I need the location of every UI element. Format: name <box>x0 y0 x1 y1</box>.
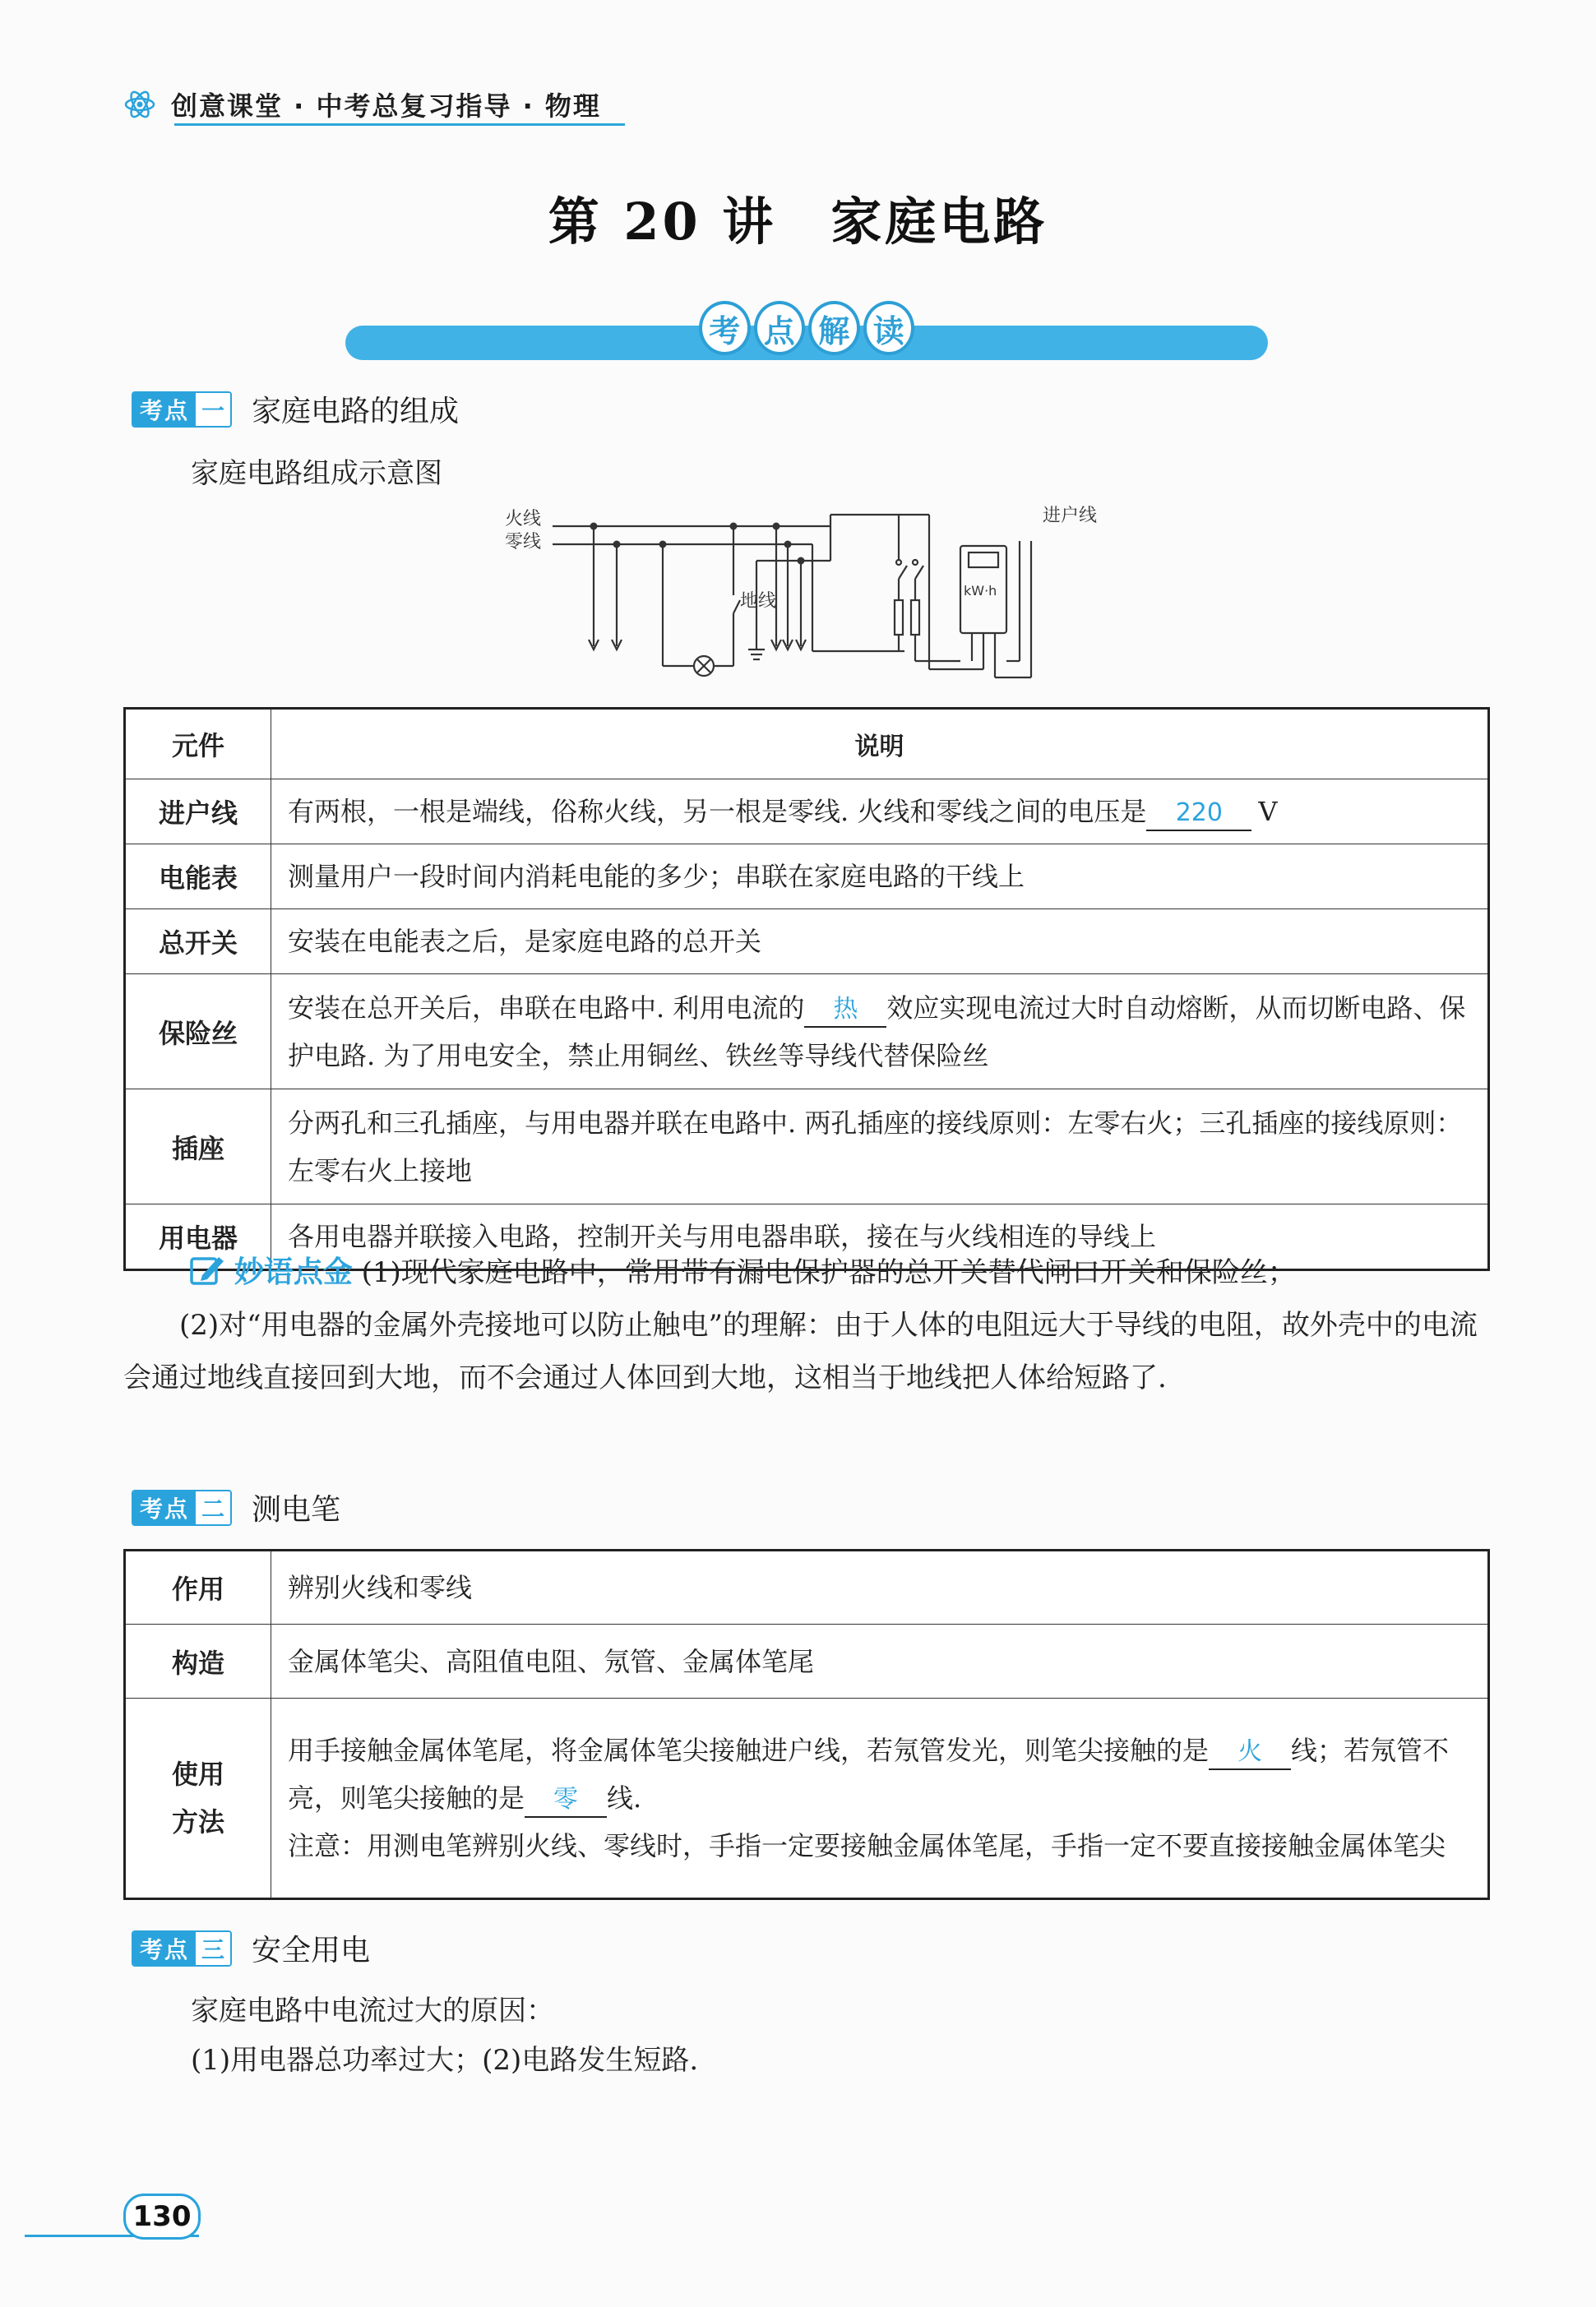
table-row <box>125 1551 1489 1625</box>
table-row <box>125 1089 1489 1204</box>
section-title: 家庭电路的组成 <box>252 395 460 428</box>
page-title: 第 20 讲 家庭电路 <box>548 192 1048 252</box>
answer-blank: 热 <box>804 993 886 1028</box>
tip-line-1 <box>123 1246 1488 1299</box>
section-title: 测电笔 <box>252 1493 341 1527</box>
label-live: 火线 <box>505 509 542 529</box>
table-row <box>125 1699 1489 1899</box>
row-value: 分两孔和三孔插座，与用电器并联在电路中. 两孔插座的接线原则：左零右火；三孔插座的接线原则：左零右火上接地 <box>271 1089 1489 1204</box>
row-key: 进户线 <box>125 779 271 844</box>
running-header <box>123 86 601 123</box>
row-value: 各用电器并联接入电路，控制开关与用电器串联，接在与火线相连的导线上 <box>271 1204 1489 1270</box>
row-value: 有两根，一根是端线，俗称火线，另一根是零线. 火线和零线之间的电压是 220 V <box>271 779 1489 844</box>
label-meter: kW·h <box>964 583 997 599</box>
row-key: 电能表 <box>125 844 271 909</box>
table-row <box>125 909 1489 974</box>
table-row <box>125 974 1489 1089</box>
tip-label: 妙语点金 <box>234 1255 353 1289</box>
table-row <box>125 779 1489 844</box>
household-circuit-table <box>123 707 1490 1271</box>
tip-text-1: (1)现代家庭电路中，常用带有漏电保护器的总开关替代闸口开关和保险丝； <box>361 1256 1296 1289</box>
table-header-cell: 元件 <box>125 709 271 779</box>
section-heading-1 <box>132 388 459 430</box>
table-row <box>125 844 1489 909</box>
row-value: 辨别火线和零线 <box>271 1551 1489 1625</box>
row-key: 插座 <box>125 1089 271 1204</box>
row-value: 金属体笔尖、高阻值电阻、氖管、金属体笔尾 <box>271 1625 1489 1699</box>
atom-icon <box>123 88 156 121</box>
row-key: 使用 方法 <box>125 1699 271 1899</box>
row-value: 安装在总开关后，串联在电路中. 利用电流的 热 效应实现电流过大时自动熔断，从而切断电路、保护电路. 为了用电安全，禁止用铜丝、铁丝等导线代替保险丝 <box>271 974 1489 1089</box>
table-row <box>125 1625 1489 1699</box>
answer-blank: 220 <box>1146 797 1251 831</box>
row-key: 用电器 <box>125 1204 271 1270</box>
banner-char: 考 <box>699 301 751 355</box>
section3-line-2: (1)用电器总功率过大；(2)电路发生短路. <box>191 2044 699 2077</box>
page-number: 130 <box>123 2194 201 2240</box>
row-key: 构造 <box>125 1625 271 1699</box>
header-text: 创意课堂 · 中考总复习指导 · 物理 <box>171 90 601 122</box>
banner-char: 点 <box>754 301 806 355</box>
note-text: 注意：用测电笔辨别火线、零线时，手指一定要接触金属体笔尾，手指一定不要直接接触金属体笔尖 <box>288 1830 1446 1861</box>
label-incoming: 进户线 <box>1043 506 1098 526</box>
section-heading-3 <box>132 1927 370 1969</box>
table-header-row <box>125 709 1489 779</box>
section3-line-1: 家庭电路中电流过大的原因： <box>191 1995 554 2027</box>
section-tag: 考点 二 <box>132 1490 232 1526</box>
diagram-caption: 家庭电路组成示意图 <box>191 457 442 490</box>
row-key: 作用 <box>125 1551 271 1625</box>
label-ground: 地线 <box>740 591 777 612</box>
answer-blank: 火 <box>1209 1736 1291 1770</box>
section-title: 安全用电 <box>252 1934 371 1967</box>
row-value: 安装在电能表之后，是家庭电路的总开关 <box>271 909 1489 974</box>
label-neutral: 零线 <box>505 532 542 552</box>
row-key: 总开关 <box>125 909 271 974</box>
tip-text-2: (2)对“用电器的金属外壳接地可以防止触电”的理解：由于人体的电阻远大于导线的电阻，故外壳中的电流会通过地线直接回到大地，而不会通过人体回到大地，这相当于地线把人体给短路了. <box>123 1309 1478 1394</box>
header-underline <box>174 123 625 126</box>
section-tag: 考点 一 <box>132 391 232 428</box>
row-key: 保险丝 <box>125 974 271 1089</box>
banner-title <box>699 298 914 358</box>
tip-box <box>123 1246 1488 1404</box>
row-value: 用手接触金属体笔尾，将金属体笔尖接触进户线，若氖管发光，则笔尖接触的是 火 线；若氖管不亮，则笔尖接触的是 零 线. 注意：用测电笔辨别火线、零线时，手指一定要接触金属体笔尾，手指一定不要直接接触金属体笔尖 <box>271 1699 1489 1899</box>
household-circuit-diagram <box>493 505 1118 694</box>
pencil-note-icon <box>189 1254 225 1287</box>
section-tag: 考点 三 <box>132 1930 232 1967</box>
banner-char: 解 <box>808 301 860 355</box>
table-header-cell: 说明 <box>271 709 1489 779</box>
row-value: 测量用户一段时间内消耗电能的多少；串联在家庭电路的干线上 <box>271 844 1489 909</box>
test-pen-table <box>123 1549 1490 1900</box>
section-heading-2 <box>132 1486 340 1528</box>
banner-char: 读 <box>863 301 915 355</box>
answer-blank: 零 <box>525 1783 607 1818</box>
